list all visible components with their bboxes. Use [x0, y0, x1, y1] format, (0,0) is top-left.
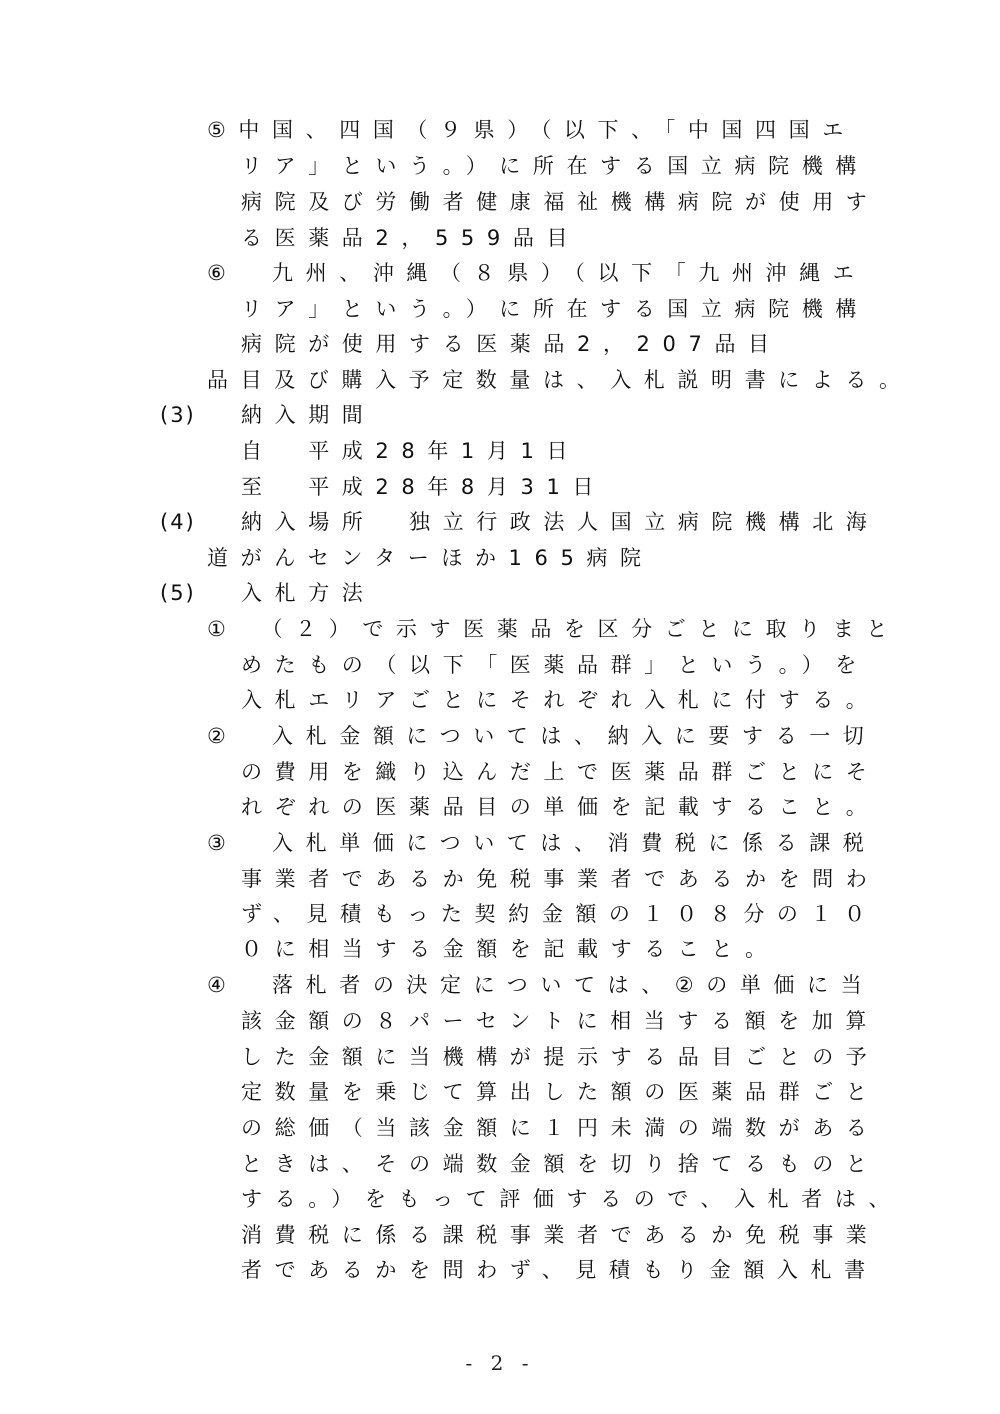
text-line: 至 平成28年8月31日 [241, 475, 607, 499]
text-line: の総価（当該金額に１円未満の端数がある [241, 1116, 880, 1140]
text-line: の費用を織り込んだ上で医薬品群ごとにそ [241, 760, 880, 784]
text-line: ⑤中国、四国（９県）（以下、「中国四国エ [207, 118, 856, 142]
text-line: 定数量を乗じて算出した額の医薬品群ごと [241, 1080, 880, 1104]
text-line: ず、見積もった契約金額の１０８分の１０ [241, 902, 878, 926]
section-heading: 納入場所 独立行政法人国立病院機構北海 [241, 510, 880, 534]
text-line: ０に相当する金額を記載すること。 [241, 937, 779, 961]
text-line: ⑥ 九州、沖縄（８県）（以下「九州沖縄エ [207, 261, 867, 285]
section-number: (4) [160, 510, 196, 534]
text-line: 事業者であるか免税事業者であるかを問わ [241, 867, 880, 891]
section-number: (5) [160, 581, 196, 605]
text-line: リア」という。）に所在する国立病院機構 [241, 297, 869, 321]
text-line: ③ 入札単価については、消費税に係る課税 [207, 831, 877, 855]
text-line: 入札エリアごとにそれぞれ入札に付する。 [241, 688, 880, 712]
text-line: リア」という。）に所在する国立病院機構 [241, 154, 869, 178]
text-line: る医薬品2，559品目 [241, 226, 581, 250]
section-heading: 入札方法 [241, 581, 376, 605]
text-line: した金額に当機構が提示する品目ごとの予 [241, 1045, 880, 1069]
text-line: 道がんセンターほか165病院 [207, 546, 654, 570]
text-line: めたもの（以下「医薬品群」という。）を [241, 653, 869, 677]
text-line: ④ 落札者の決定については、②の単価に当 [207, 973, 875, 997]
text-line: 者であるかを問わず、見積もり金額入札書 [241, 1258, 878, 1282]
text-line: 消費税に係る課税事業者であるか免税事業 [241, 1223, 880, 1247]
text-line: 病院が使用する医薬品2，207品目 [241, 332, 782, 356]
text-line: 病院及び労働者健康福祉機構病院が使用す [241, 190, 880, 214]
text-line: 該金額の８パーセントに相当する額を加算 [241, 1009, 879, 1033]
text-line: れぞれの医薬品目の単価を記載すること。 [241, 795, 880, 819]
text-line: 品目及び購入予定数量は、入札説明書による。 [207, 368, 913, 392]
section-heading: 納入期間 [241, 403, 376, 427]
text-line: 自 平成28年1月1日 [241, 439, 581, 463]
text-line: ときは、その端数金額を切り捨てるものと [241, 1152, 880, 1176]
page-number: - 2 - [465, 1351, 535, 1375]
text-line: ② 入札金額については、納入に要する一切 [207, 724, 877, 748]
text-line: する。）をもって評価するので、入札者は、 [241, 1187, 903, 1211]
text-line: ① （２）で示す医薬品を区分ごとに取りまと [207, 617, 900, 641]
section-number: (3) [160, 403, 196, 427]
